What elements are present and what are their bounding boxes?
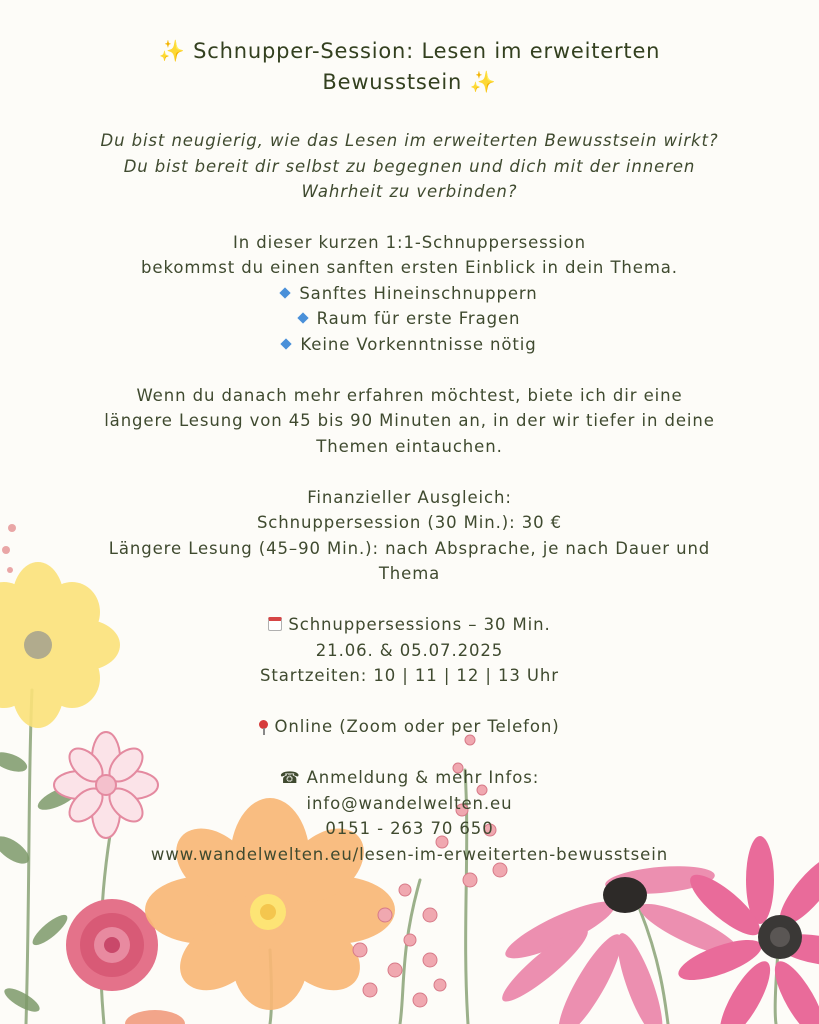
feature-item bbox=[0, 332, 819, 358]
intro-line-2: Du bist bereit dir selbst zu begegnen und dich mit der inneren bbox=[123, 156, 696, 176]
blue-diamond-icon bbox=[280, 287, 291, 298]
intro-line-3: Wahrheit zu verbinden? bbox=[301, 182, 518, 201]
pricing-section bbox=[0, 485, 819, 587]
title-line-2: Bewusstsein bbox=[322, 70, 463, 94]
page-title bbox=[0, 36, 819, 98]
pricing-short-session: Schnuppersession (30 Min.): 30 € bbox=[256, 513, 563, 532]
feature-item bbox=[0, 306, 819, 332]
sparkles-icon: ✨ bbox=[469, 70, 497, 94]
session-intro bbox=[0, 230, 819, 281]
location-text: Online (Zoom oder per Telefon) bbox=[274, 717, 560, 736]
contact-website[interactable]: www.wandelwelten.eu/lesen-im-erweiterten-bewusstsein bbox=[150, 844, 669, 864]
contact-heading: Anmeldung & mehr Infos: bbox=[306, 768, 540, 787]
feature-label: Keine Vorkenntnisse nötig bbox=[300, 334, 537, 354]
title-line-1: Schnupper-Session: Lesen im erweiterten bbox=[193, 39, 661, 63]
dates-section bbox=[0, 612, 819, 689]
pricing-long-session: Längere Lesung (45–90 Min.): nach Absprache, je nach Dauer und bbox=[108, 538, 711, 558]
feature-item bbox=[0, 281, 819, 307]
start-times: Startzeiten: 10 | 11 | 12 | 13 Uhr bbox=[260, 666, 559, 685]
followup-text bbox=[0, 383, 819, 460]
blue-diamond-icon bbox=[297, 312, 308, 323]
calendar-icon bbox=[268, 617, 282, 631]
pink-rose bbox=[66, 899, 158, 991]
contact-section bbox=[0, 765, 819, 867]
session-intro-line-1: In dieser kurzen 1:1-Schnuppersession bbox=[232, 232, 587, 252]
pricing-long-session-cont: Thema bbox=[378, 564, 441, 583]
followup-line-1: Wenn du danach mehr erfahren möchtest, biete ich dir eine bbox=[136, 385, 683, 405]
intro-text bbox=[0, 128, 819, 205]
location-section bbox=[0, 714, 819, 740]
feature-label: Sanftes Hineinschnuppern bbox=[299, 283, 538, 303]
feature-label: Raum für erste Fragen bbox=[316, 309, 521, 328]
blue-diamond-icon bbox=[281, 338, 292, 349]
pin-icon bbox=[259, 720, 268, 729]
pricing-heading: Finanzieller Ausgleich: bbox=[307, 487, 512, 507]
session-intro-line-2: bekommst du einen sanften ersten Einblick in dein Thema. bbox=[141, 258, 678, 277]
intro-line-1: Du bist neugierig, wie das Lesen im erweiterten Bewusstsein wirkt? bbox=[100, 131, 719, 150]
followup-line-3: Themen eintauchen. bbox=[316, 436, 503, 456]
dates-heading: Schnuppersessions – 30 Min. bbox=[288, 615, 551, 634]
followup-line-2: längere Lesung von 45 bis 90 Minuten an, in der wir tiefer in deine bbox=[104, 411, 715, 430]
session-dates: 21.06. & 05.07.2025 bbox=[315, 640, 504, 660]
sparkles-icon: ✨ bbox=[158, 39, 186, 63]
contact-email[interactable]: info@wandelwelten.eu bbox=[306, 793, 513, 813]
contact-phone[interactable]: 0151 - 263 70 650 bbox=[325, 819, 494, 838]
feature-list bbox=[0, 281, 819, 358]
flyer-content bbox=[0, 36, 819, 867]
phone-icon: ☎ bbox=[279, 768, 301, 787]
